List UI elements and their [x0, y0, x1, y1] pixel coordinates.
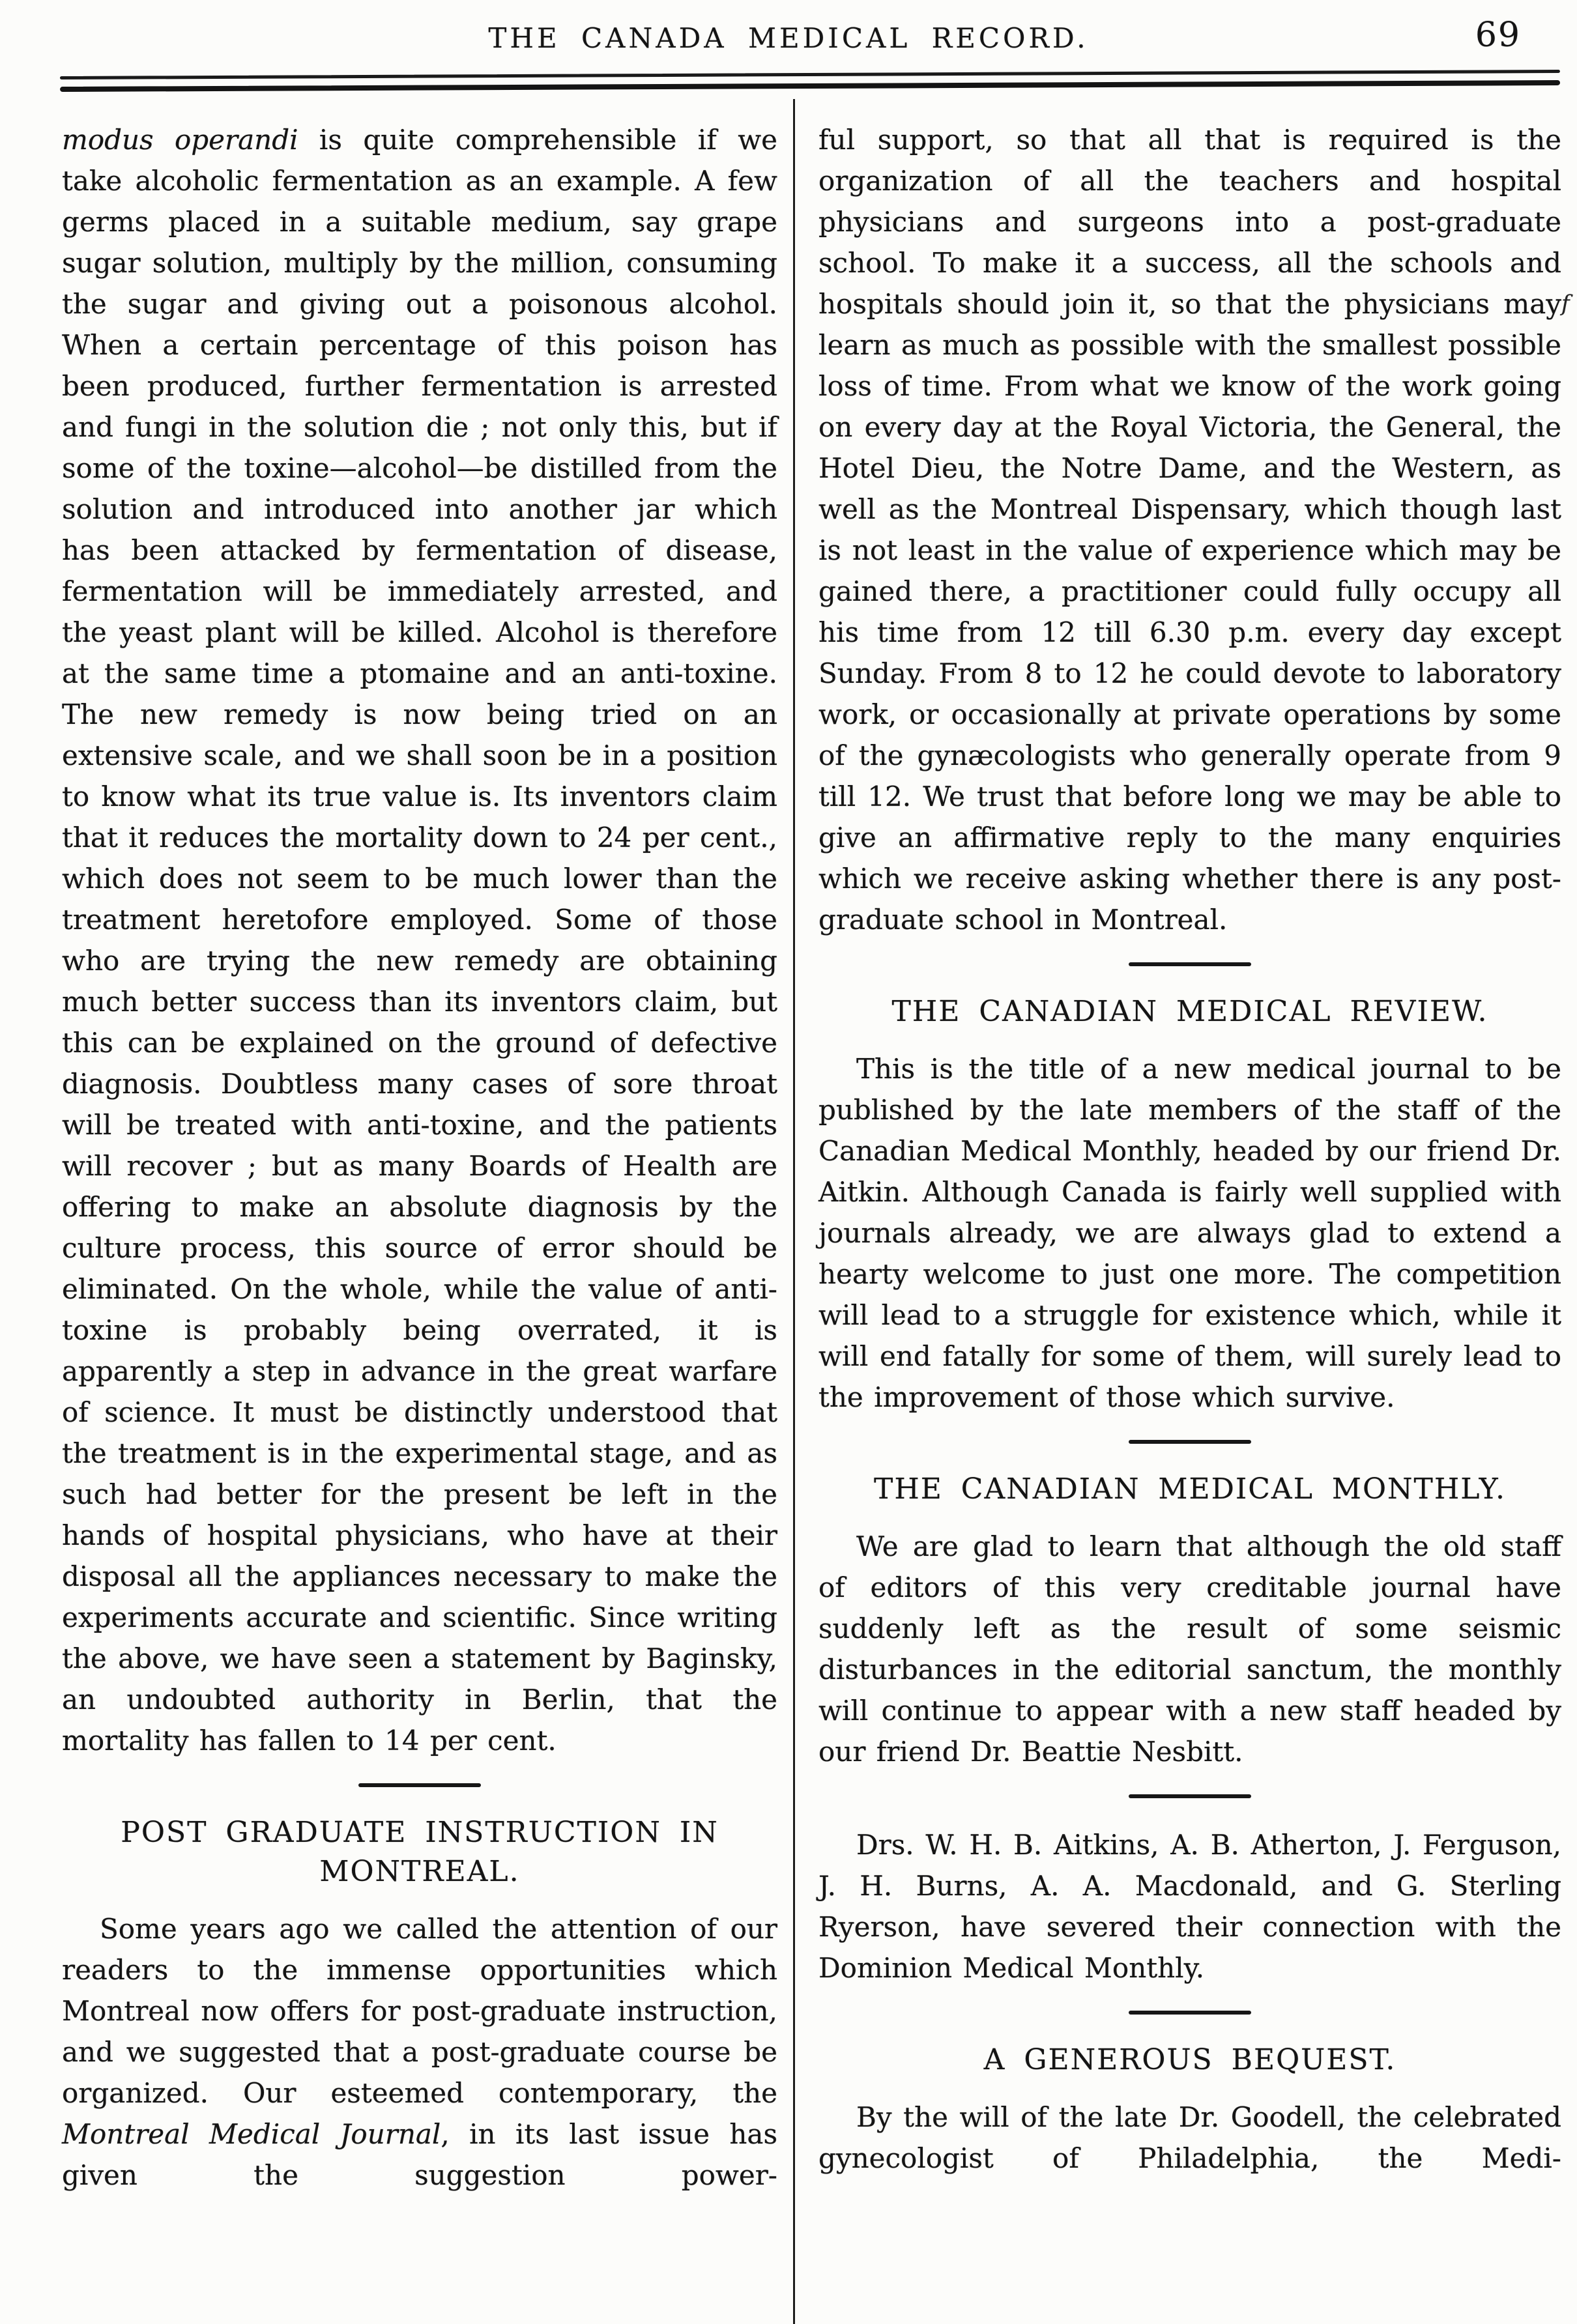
medical-review-paragraph: This is the title of a new medical journal to be published by the late members of the staff of the Canadian Medical Monthly, headed by our friend Dr. Aitkin. Although Canada is fairly well supplied with journals already, we are always glad to extend a hearty welcome to just one more. The competition will lead to a struggle for existence which, while it will end fatally for some of them, will surely lead to the improvement of those which survive. [818, 1053, 1561, 1413]
right-column [818, 119, 1561, 2179]
page-number: 69 [1475, 16, 1521, 55]
medical-monthly-paragraph: We are glad to learn that although the old staff of editors of this very creditable journal have suddenly left as the result of some seismic disturbances in the editorial sanctum, the monthly will continue to appear with a new staff headed by our friend Dr. Beattie Nesbitt. [818, 1530, 1561, 1768]
post-graduate-heading-line1: POST GRADUATE INSTRUCTION IN [121, 1816, 719, 1849]
post-graduate-heading [62, 1813, 777, 1891]
section-separator [1129, 962, 1251, 966]
header-rule-thick [60, 80, 1560, 92]
section-separator [358, 1783, 481, 1787]
post-graduate-heading-line2: MONTREAL. [319, 1855, 520, 1888]
montreal-medical-journal-italic: Montreal Medical Journal [62, 2118, 441, 2150]
column-divider [793, 99, 795, 2324]
header-rule-thin [60, 70, 1560, 79]
section-separator [1129, 2011, 1251, 2015]
page-title: THE CANADA MEDICAL RECORD. [488, 22, 1089, 54]
left-column [62, 119, 777, 2196]
antitoxine-paragraph-text: is quite comprehensible if we take alcoholic fermentation as an example. A few germs placed in a suitable medium, say grape sugar solution, multiply by the million, consuming the sugar and giving out a poisonous alcohol. When a certain percentage of this poison has been produced, further fermentation is arrested and fungi in the solution die ; not only this, but if some of the toxine—alcohol—be distilled from the solution and introduced into another jar which has been attacked by fermentation of disease, fermentation will be immediately arrested, and the yeast plant will be killed. Alcohol is therefore at the same time a ptomaine and an anti-toxine. The new remedy is now being tried on an extensive scale, and we shall soon be in a position to know what its true value is. Its inventors claim that it reduces the mortality down to 24 per cent., which does not seem to be much lower than the treatment heretofore employed. Some of those who are trying the new remedy are obtaining much better success than its inventors claim, but this can be explained on the ground of defective diagnosis. Doubtless many cases of sore throat will be treated with anti-toxine, and the patients will recover ; but as many Boards of Health are offering to make an absolute diagnosis by the culture process, this source of error should be eliminated. On the whole, while the value of anti-toxine is probably being overrated, it is apparently a step in advance in the great warfare of science. It must be distinctly understood that the treatment is in the experimental stage, and as such had better for the present be left in the hands of hospital physicians, who have at their disposal all the appliances necessary to make the experiments accurate and scientific. Since writing the above, we have seen a statement by Baginsky, an undoubted authority in Berlin, that the mortality has fallen to 14 per cent. [62, 124, 777, 1757]
post-graduate-paragraph [62, 1908, 777, 2196]
scan-artifact-mark: f [1561, 291, 1570, 317]
antitoxine-paragraph [62, 119, 777, 1761]
severed-connection-paragraph: Drs. W. H. B. Aitkins, A. B. Atherton, J. Ferguson, J. H. Burns, A. A. Macdonald, and G. Sterling Ryerson, have severed their connection with the Dominion Medical Monthly. [818, 1829, 1561, 1984]
header-rule [60, 70, 1560, 92]
post-graduate-continuation-paragraph: ful support, so that all that is required is the organization of all the teachers and hospital physicians and surgeons into a post-graduate school. To make it a success, all the schools and hospitals should join it, so that the physicians may learn as much as possible with the smallest possible loss of time. From what we know of the work going on every day at the Royal Victoria, the General, the Hotel Dieu, the Notre Dame, and the Western, as well as the Montreal Dispensary, which though last is not least in the value of experience which may be gained there, a practitioner could fully occupy all his time from 12 till 6.30 p.m. every day except Sunday. From 8 to 12 he could devote to laboratory work, or occasionally at private operations by some of the gynæcologists who generally operate from 9 till 12. We trust that before long we may be able to give an affirmative reply to the many enquiries which we receive asking whether there is any post-graduate school in Montreal. [818, 124, 1561, 936]
medical-review-heading: THE CANADIAN MEDICAL REVIEW. [891, 995, 1488, 1028]
generous-bequest-paragraph: By the will of the late Dr. Goodell, the celebrated gynecologist of Philadelphia, the Medi- [818, 2101, 1561, 2174]
section-separator [1129, 1794, 1251, 1798]
post-graduate-paragraph-end: , in its last issue has given the suggestion power- [62, 2118, 777, 2191]
generous-bequest-heading: A GENEROUS BEQUEST. [983, 2043, 1396, 2076]
medical-monthly-heading: THE CANADIAN MEDICAL MONTHLY. [873, 1472, 1507, 1506]
modus-operandi-italic: modus operandi [62, 124, 298, 156]
post-graduate-paragraph-start: Some years ago we called the attention of our readers to the immense opportunities which Montreal now offers for post-graduate instruction, and we suggested that a post-graduate course be organized. Our esteemed contemporary, the [62, 1913, 777, 2109]
section-separator [1129, 1440, 1251, 1444]
